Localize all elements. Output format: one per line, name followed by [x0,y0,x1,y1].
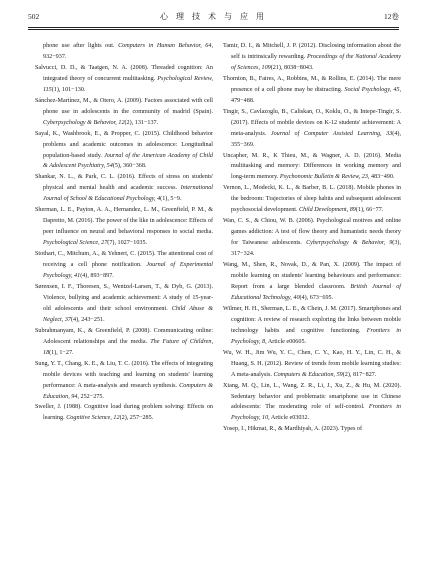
reference-source: Computers & Education, 94, [43,382,213,400]
reference-entry [35,172,213,205]
reference-pages: 932−937. [43,53,67,60]
reference-text: Subrahmanyam, K., & Greenfield, P. (2008). Communicating online: Adolescent relationships and the media. [35,327,213,345]
reference-pages: (4), 673−695. [299,294,334,301]
reference-entry [35,63,213,96]
reference-text: Tamir, D. I., & Mitchell, J. P. (2012). Disclosing information about the self is intrinsically rewarding. [223,43,401,60]
reference-pages: 479−488. [231,97,255,104]
reference-entry [35,326,213,359]
page-header [28,9,399,25]
reference-entry [223,151,401,184]
reference-pages: (4), 243−251. [70,316,105,323]
reference-entry [35,129,213,173]
reference-source: Computers & Education, 59 [273,371,343,378]
reference-entry [35,282,213,326]
reference-pages: (2), 817−827. [342,371,377,378]
header-rule [28,27,399,28]
reference-pages: (2), 257−285. [119,415,154,422]
reference-source: Psychonomic Bulletin & Review, 23, [279,174,370,181]
reference-text: Sherman, L. E., Payton, A. A., Hernandez, L. M., Greenfield, P. M., & Dapretto, M. (2016). The power of the like in adolescence: Effects of peer influence on neural and behavioral responses to social media. [35,207,213,236]
reference-entry [35,249,213,282]
reference-text: Xiang, M. Q., Lin, L., Wang, Z. R., Li, J., Xu, Z., & Hu, M. (2020). Sedentary behavior and problematic smartphone use in Chinese adolescents: The moderating role of self-control. [223,382,401,411]
reference-text: Wilmer, H. H., Sherman, L. E., & Chein, J. M. (2017). Smartphones and cognition: A review of research exploring the links between mobile technology habits and cognitive functioning. [223,305,401,334]
reference-source: International Journal of School & Educational Psychology, 4 [43,185,213,203]
reference-entry [35,205,213,249]
reference-source: Computers in Human Behavior, 64, [118,43,213,49]
reference-pages: (1), 66−77. [355,207,384,214]
reference-entry [223,304,401,348]
reference-text: Sung, Y. T., Chang, K. E., & Liu, T. C. (2016). The effects of integrating mobile devices with teaching and learning on students' learning performance: A meta-analysis and research synthesis. [35,360,213,389]
reference-text: Wang, M., Shen, R., Novak, D., & Pan, X. (2009). The impact of mobile learning on students' learning behaviours and performance: Report from a large blended classroom. [223,262,401,290]
reference-source: Cyberpsychology & Behavior, 12 [43,119,125,126]
page-number: 502 [28,12,40,21]
reference-text: Stothart, C., Mitchum, A., & Yehnert, C. (2015). The attentional cost of receiving a cell phone notification. [35,251,213,269]
reference-source: Psychological Review, 115 [43,75,213,93]
reference-text: Vernon, L., Modecki, K. L., & Barber, B. L. (2018). Mobile phones in the bedroom: Trajectories of sleep habits and subsequent adolescent psychosocial development. [223,185,401,214]
reference-text: Salvucci, D. D., & Taatgen, N. A. (2008). Threaded cognition: An integrated theory of concurrent multitasking. [35,64,213,82]
reference-entry [35,402,213,424]
reference-source: Frontiers in Psychology, 10, [231,404,401,422]
reference-text: Sweller, J. (1988). Cognitive load during problem solving: Effects on learning. [35,404,213,422]
header-rule-thin [28,29,399,30]
reference-entry [223,424,401,435]
reference-pages: Article e00605. [266,338,307,345]
reference-text: Sánchez-Martínez, M., & Otero, A. (2009). Factors associated with cell phone use in adolescents in the community of madrid (Spain). [35,97,213,115]
reference-source: British Journal of Educational Technology, 40 [231,283,402,301]
reference-text: phone use after lights out. [43,43,119,49]
reference-source: Journal of Experimental Psychology, 41 [43,262,213,280]
reference-text: Wan, C. S., & Chiou, W. B. (2006). Psychological motives and online games addiction: A test of flow theory and humanistic needs theory for Taiwanese adolescents. [223,218,401,247]
reference-source: Cyberpsychology & Behavior, 9 [306,240,393,247]
reference-pages: (21), 8038−8043. [270,64,314,71]
reference-text: Wu, W. H., Jim Wu, Y. C., Chen, C. Y., Kao, H. Y., Lin, C. H., & Huang, S. H. (2012). Review of trends from mobile learning studies: A meta-analysis. [223,349,401,378]
reference-pages: (2), 131−137. [124,119,159,126]
reference-source: Journal of Computer Assisted Learning, 33 [270,130,393,137]
reference-pages: 483−490. [369,174,395,181]
references-right-column [223,41,401,435]
references-left-column [35,41,213,424]
reference-entry [223,216,401,260]
reference-source: The Future of Children, 18 [43,338,214,356]
reference-source: Frontiers in Psychology, 8, [231,327,401,345]
reference-entry [223,260,401,304]
reference-pages: (3), 317−324. [231,240,401,258]
reference-entry [223,74,401,107]
reference-pages: (7), 1027−1035. [107,240,148,247]
reference-source: Psychological Science, 27 [43,240,108,247]
reference-text: Uncapher, M. R., K Thieu, M., & Wagner, A. D. (2016). Media multitasking and memory: Differences in working memory and long-term memory. [223,152,401,181]
reference-pages: (4), 355−369. [231,130,401,148]
reference-source: Proceedings of the National Academy of Sciences, 109 [231,53,401,71]
reference-source: Cognitive Science, 12 [66,415,120,422]
reference-entry [35,359,213,403]
reference-pages: (1), 1−27. [49,349,74,356]
reference-text: Yosep, I., Hikmat, R., & Mardhiyah, A. (2023). Types of [223,426,363,433]
reference-text: Sørensen, I. F., Thoresen, S., Wentzel-Larsen, T., & Dyb, G. (2013). Violence, bullying and academic achievement: A study of 15-year-old adolescents and their school environment. [35,283,213,312]
reference-pages: (4), 893−897. [80,273,114,280]
reference-source: Child Abuse & Neglect, 37 [43,305,213,323]
journal-title: 心 理 技 术 与 应 用 [160,12,267,21]
reference-entry [35,96,213,129]
reference-source: Social Psychology, 45, [344,86,401,93]
reference-entry [223,107,401,151]
reference-text: Sayal, K., Washbrook, E., & Propper, C. (2015). Childhood behavior problems and academic outcomes in adolescence: Longitudinal population-based study. [35,130,213,159]
reference-entry [223,381,401,425]
reference-entry [35,41,213,63]
reference-pages: 252−275. [79,393,104,400]
reference-source: Journal of the American Academy of Child & Adolescent Psychiatry, 54 [43,152,213,170]
reference-pages: Article e03032. [269,415,310,422]
reference-text: Shankar, N. L., & Park, C. L. (2016). Effects of stress on students' physical and mental health and academic success. [35,174,213,192]
reference-entry [223,183,401,216]
reference-source: Child Development, 89 [299,207,356,214]
reference-pages: (1), 101−130. [51,86,86,93]
volume-label: 12卷 [384,12,399,21]
reference-entry [223,41,401,74]
reference-entry [223,348,401,381]
reference-text: Thornton, B., Faires, A., Robbins, M., & Rollins, E. (2014). The mere presence of a cell phone may be distracting. [223,75,401,93]
reference-text: Tingir, S., Cavlazoglu, B., Caliskan, O., Koklu, O., & Intepe-Tingir, S. (2017). Effects of mobile devices on K-12 students' achievement: A meta-analysis. [223,108,401,137]
reference-pages: (1), 5−9. [160,196,182,203]
reference-pages: (5), 360−368. [112,163,147,170]
